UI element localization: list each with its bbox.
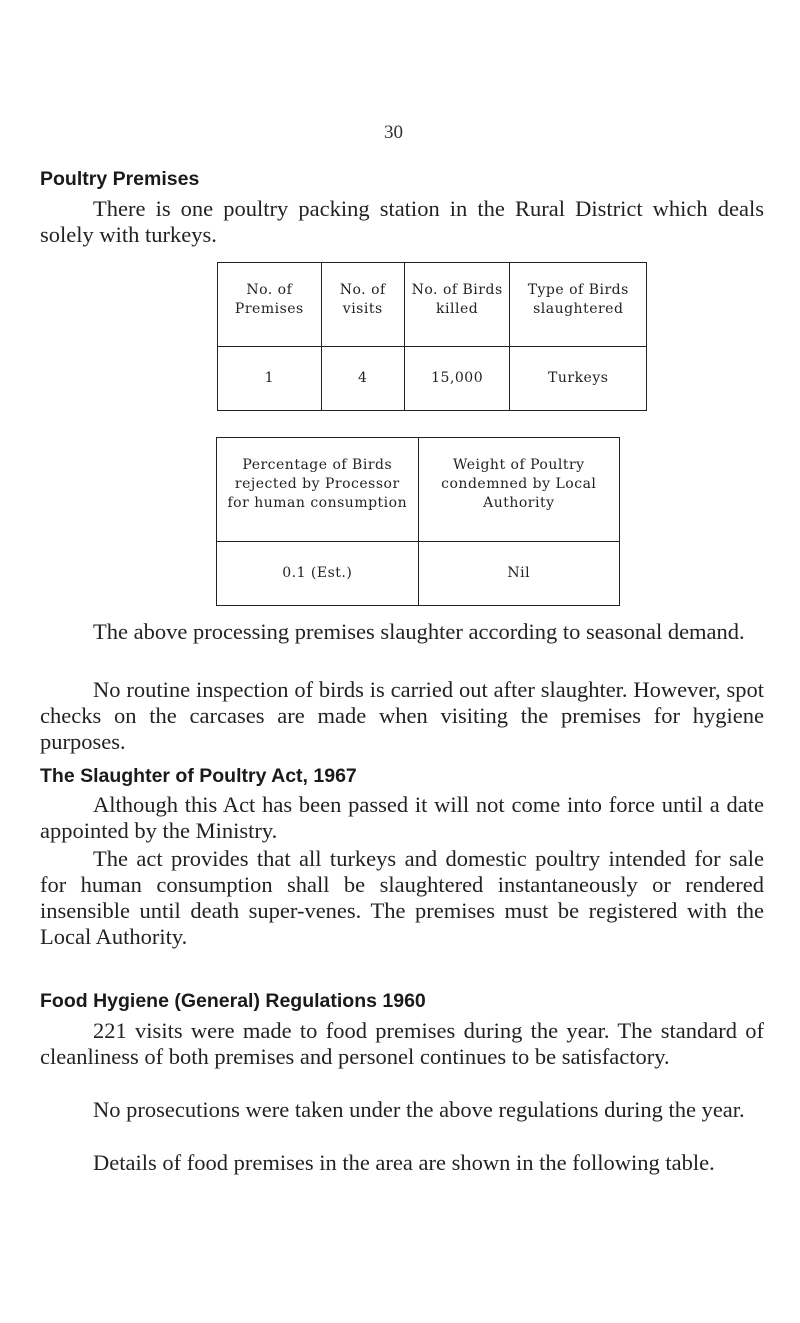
- section-heading-food-hygiene: Food Hygiene (General) Regulations 1960: [40, 990, 426, 1012]
- table-header-row: [218, 263, 647, 347]
- page-number: 30: [384, 122, 403, 143]
- table-header-cell: Weight of Poultry condemned by Local Authority: [418, 438, 619, 542]
- table-cell: Turkeys: [510, 347, 647, 411]
- intro-paragraph: There is one poultry packing station in the Rural District which deals solely with turkeys.: [40, 196, 764, 247]
- body-paragraph: No routine inspection of birds is carried out after slaughter. However, spot checks on the carcases are made when visiting the premises for hygiene purposes.: [40, 677, 764, 754]
- table-row: [218, 347, 647, 411]
- table-header-cell: No. of Birds killed: [404, 263, 510, 347]
- table-cell: 0.1 (Est.): [217, 542, 419, 606]
- section-heading-slaughter-act: The Slaughter of Poultry Act, 1967: [40, 765, 357, 787]
- body-paragraph: No prosecutions were taken under the above regulations during the year.: [93, 1097, 745, 1122]
- table-header-cell: No. of Premises: [218, 263, 322, 347]
- section-heading-poultry-premises: Poultry Premises: [40, 168, 200, 190]
- table-cell: Nil: [418, 542, 619, 606]
- body-paragraph: Details of food premises in the area are shown in the following table.: [93, 1150, 715, 1175]
- body-paragraph: The act provides that all turkeys and domestic poultry intended for sale for human consumption shall be slaughtered instantaneously or rendered insensible until death super-venes. The premises must be registered with the Local Authority.: [40, 846, 764, 949]
- table-header-cell: Type of Birds slaughtered: [510, 263, 647, 347]
- table-cell: 4: [321, 347, 404, 411]
- table-cell: 15,000: [404, 347, 510, 411]
- body-paragraph: 221 visits were made to food premises during the year. The standard of cleanliness of both premises and personel continues to be satisfactory.: [40, 1018, 764, 1069]
- table-header-cell: No. of visits: [321, 263, 404, 347]
- table-header-row: [217, 438, 620, 542]
- body-paragraph: The above processing premises slaughter according to seasonal demand.: [93, 619, 745, 644]
- premises-table: [217, 262, 647, 411]
- body-paragraph: Although this Act has been passed it will not come into force until a date appointed by the Ministry.: [40, 792, 764, 843]
- table-header-cell: Percentage of Birds rejected by Processor for human consumption: [217, 438, 419, 542]
- table-cell: 1: [218, 347, 322, 411]
- rejection-table: [216, 437, 620, 606]
- table-row: [217, 542, 620, 606]
